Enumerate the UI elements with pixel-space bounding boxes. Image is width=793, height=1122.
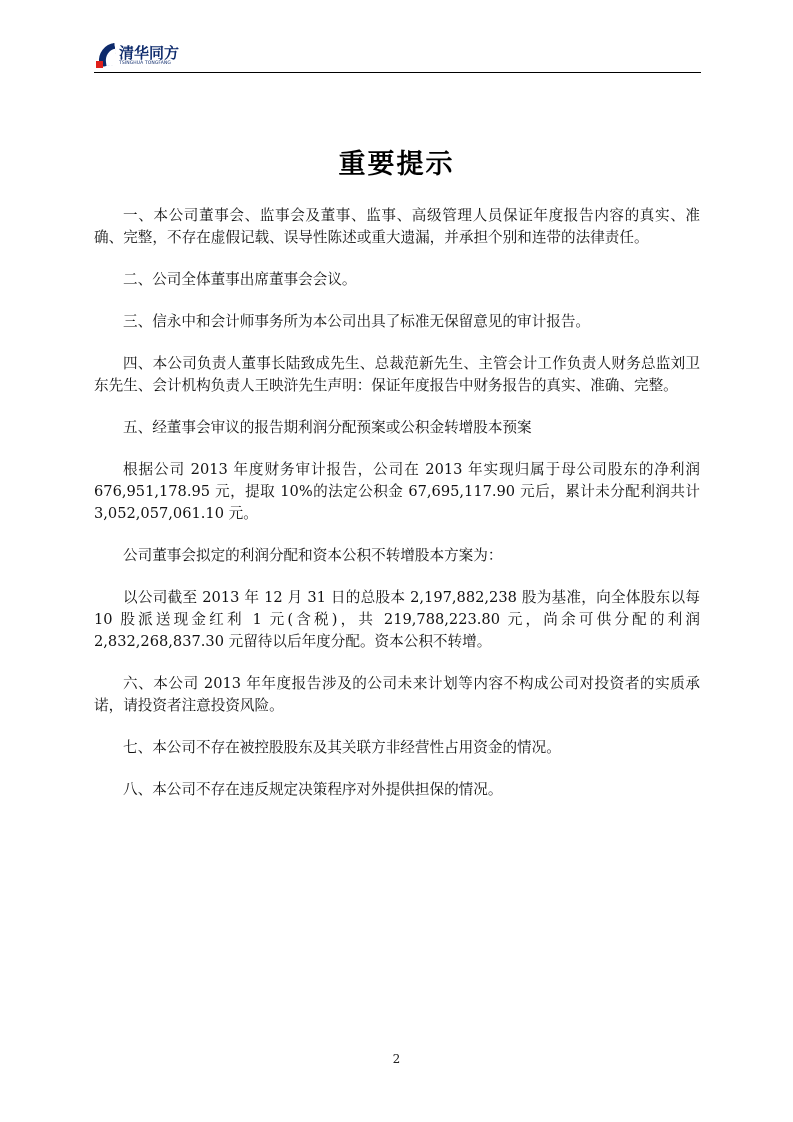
- paragraph-1: 一、本公司董事会、监事会及董事、监事、高级管理人员保证年度报告内容的真实、准确、完整，不存在虚假记载、误导性陈述或重大遗漏，并承担个别和连带的法律责任。: [94, 207, 700, 246]
- logo-mark-icon: [94, 44, 116, 68]
- paragraph-3: 三、信永中和会计师事务所为本公司出具了标准无保留意见的审计报告。: [123, 313, 591, 330]
- page-header: [94, 40, 700, 72]
- paragraph-4: 四、本公司负责人董事长陆致成先生、总裁范新先生、主管会计工作负责人财务总监刘卫东先生、会计机构负责人王映浒先生声明：保证年度报告中财务报告的真实、准确、完整。: [94, 355, 700, 394]
- paragraph-5-plan-intro: 公司董事会拟定的利润分配和资本公积不转增股本方案为：: [123, 547, 503, 564]
- paragraph-5-plan: 以公司截至 2013 年 12 月 31 日的总股本 2,197,882,238 股为基准，向全体股东以每 10 股派送现金红利 1 元(含税)，共 219,788,223.80 元，尚余可供分配的利润 2,832,268,837.30 元留待以后年度分配。资本公积不转增。: [94, 589, 700, 650]
- paragraph-5-profit: 根据公司 2013 年度财务审计报告，公司在 2013 年实现归属于母公司股东的净利润 676,951,178.95 元，提取 10%的法定公积金 67,695,117.90 元后，累计未分配利润共计 3,052,057,061.10 元。: [94, 461, 700, 522]
- paragraph-8: 八、本公司不存在违反规定决策程序对外提供担保的情况。: [123, 781, 503, 798]
- paragraph-5: 五、经董事会审议的报告期利润分配预案或公积金转增股本预案: [123, 419, 532, 436]
- paragraph-6: 六、本公司 2013 年年度报告涉及的公司未来计划等内容不构成公司对投资者的实质承诺，请投资者注意投资风险。: [94, 675, 700, 714]
- logo-chinese-name: 清华同方: [119, 43, 180, 62]
- company-logo: [94, 42, 179, 70]
- page-number: 2: [392, 1052, 401, 1066]
- paragraph-7: 七、本公司不存在被控股股东及其关联方非经营性占用资金的情况。: [123, 739, 561, 756]
- paragraph-2: 二、公司全体董事出席董事会会议。: [123, 271, 357, 288]
- header-divider: [94, 72, 701, 73]
- document-body: [94, 205, 700, 821]
- logo-english-name: TSINGHUA TONGFANG: [119, 60, 171, 66]
- page-title: 重要提示: [338, 149, 455, 180]
